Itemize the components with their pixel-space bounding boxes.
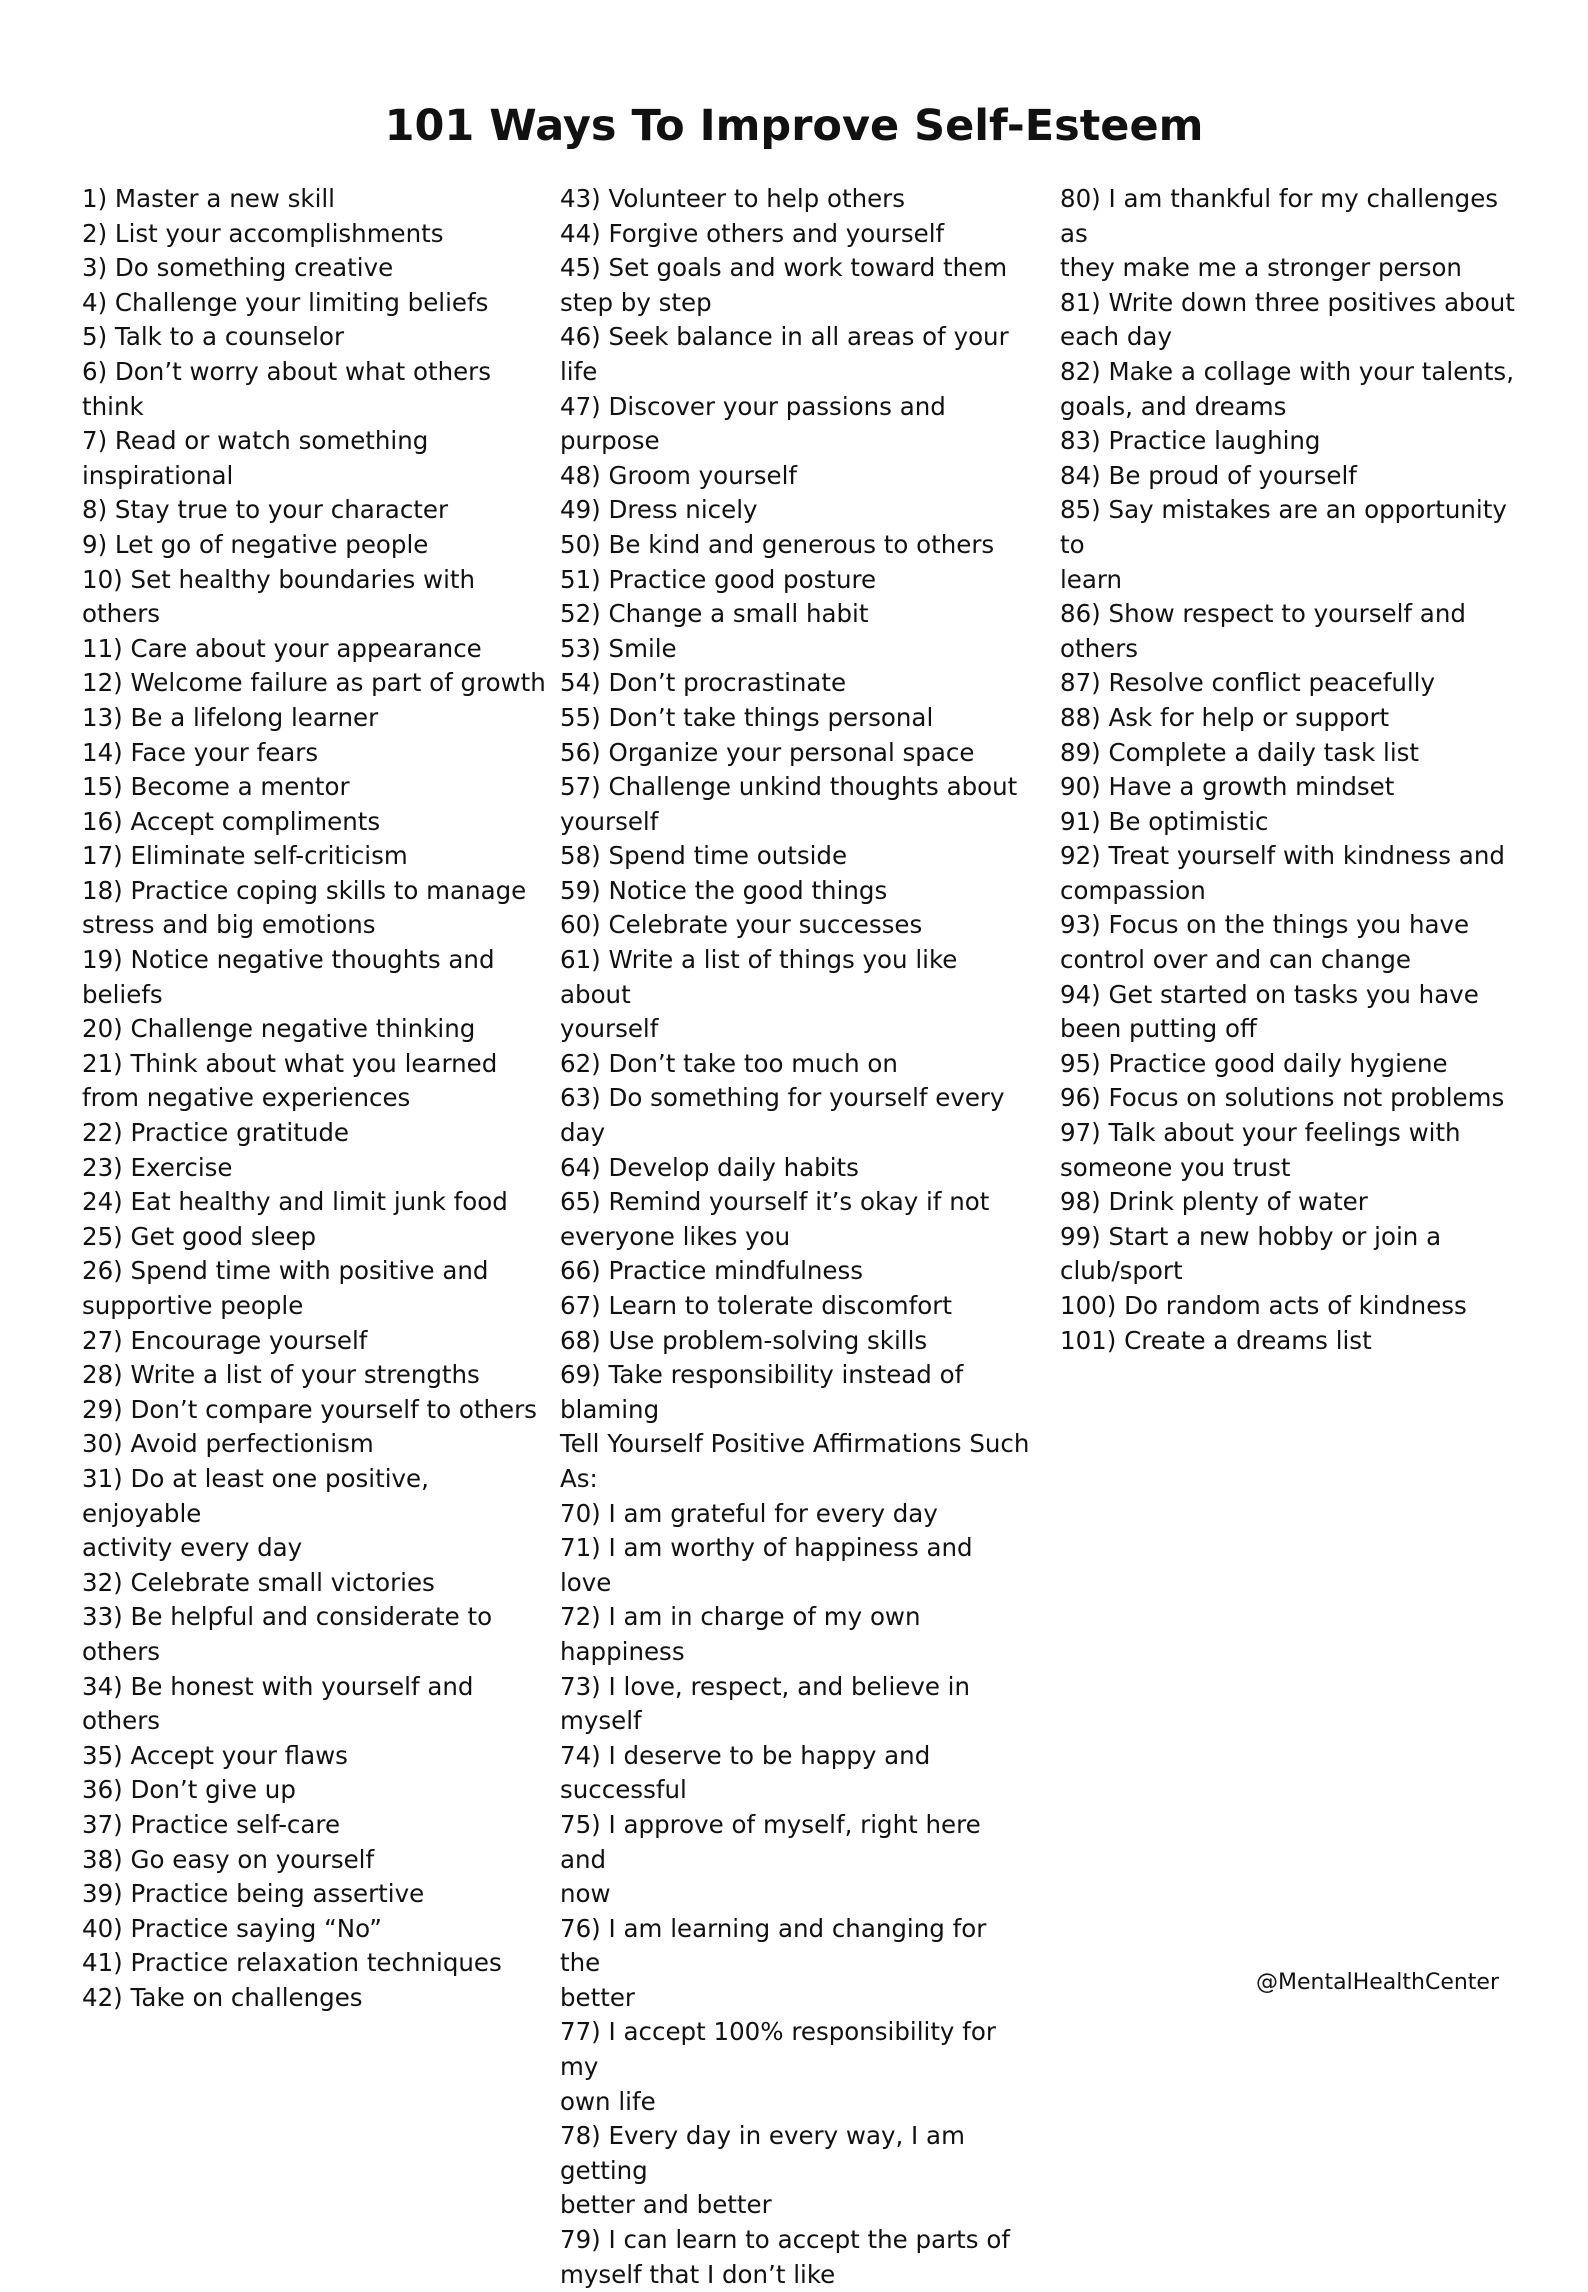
list-line: 2) List your accomplishments bbox=[82, 218, 444, 248]
list-line: 57) Challenge unkind thoughts about bbox=[560, 772, 1018, 802]
list-line: 73) I love, respect, and believe in myself bbox=[560, 1671, 971, 1736]
list-line: 79) I can learn to accept the parts of bbox=[560, 2225, 1010, 2255]
list-column-3 bbox=[1060, 182, 1530, 1358]
list-line: 100) Do random acts of kindness bbox=[1060, 1291, 1467, 1320]
list-line: 96) Focus on solutions not problems bbox=[1060, 1083, 1505, 1113]
list-line: 12) Welcome failure as part of growth bbox=[82, 668, 546, 698]
list-line: 86) Show respect to yourself and bbox=[1060, 599, 1466, 629]
list-line: 39) Practice being assertive bbox=[82, 1879, 425, 1909]
list-line: 42) Take on challenges bbox=[82, 1982, 363, 2012]
list-line: yourself bbox=[560, 806, 659, 836]
list-line: myself that I don’t like bbox=[560, 2259, 836, 2289]
list-line: each day bbox=[1060, 322, 1172, 352]
list-line: 60) Celebrate your successes bbox=[560, 910, 923, 940]
page-title: 101 Ways To Improve Self-Esteem bbox=[384, 101, 1204, 151]
list-line: 8) Stay true to your character bbox=[82, 495, 449, 525]
list-line: 24) Eat healthy and limit junk food bbox=[82, 1187, 508, 1217]
list-line: 50) Be kind and generous to others bbox=[560, 529, 995, 559]
list-line: 43) Volunteer to help others bbox=[560, 184, 906, 213]
list-line: yourself bbox=[560, 1014, 659, 1044]
list-line: from negative experiences bbox=[82, 1083, 411, 1113]
list-line: 55) Don’t take things personal bbox=[560, 702, 934, 732]
list-line: beliefs bbox=[82, 979, 163, 1009]
list-line: 80) I am thankful for my challenges as bbox=[1060, 184, 1499, 248]
list-line: Tell Yourself Positive Affirmations Such bbox=[560, 1429, 1030, 1459]
list-line: everyone likes you bbox=[560, 1221, 791, 1251]
list-line: 75) I approve of myself, right here and bbox=[560, 1809, 981, 1874]
list-line: 54) Don’t procrastinate bbox=[560, 668, 847, 698]
list-line: others bbox=[82, 1636, 161, 1666]
list-line: 17) Eliminate self-criticism bbox=[82, 841, 408, 871]
list-line: 36) Don’t give up bbox=[82, 1775, 296, 1805]
list-line: better bbox=[560, 1982, 635, 2012]
list-line: 74) I deserve to be happy and successful bbox=[560, 1740, 931, 1805]
list-line: 13) Be a lifelong learner bbox=[82, 702, 379, 732]
list-line: 71) I am worthy of happiness and love bbox=[560, 1533, 973, 1597]
list-line: 47) Discover your passions and purpose bbox=[560, 391, 946, 456]
list-line: 33) Be helpful and considerate to bbox=[82, 1602, 493, 1632]
list-line: 99) Start a new hobby or join a bbox=[1060, 1221, 1442, 1251]
list-line: goals, and dreams bbox=[1060, 391, 1287, 421]
list-line: 48) Groom yourself bbox=[560, 460, 798, 490]
list-line: 92) Treat yourself with kindness and bbox=[1060, 841, 1505, 871]
list-line: 95) Practice good daily hygiene bbox=[1060, 1048, 1448, 1078]
list-line: 82) Make a collage with your talents, bbox=[1060, 356, 1514, 386]
list-line: 65) Remind yourself it’s okay if not bbox=[560, 1187, 990, 1217]
list-line: 84) Be proud of yourself bbox=[1060, 460, 1357, 490]
list-line: 68) Use problem-solving skills bbox=[560, 1325, 928, 1355]
list-line: 25) Get good sleep bbox=[82, 1221, 317, 1251]
list-line: 37) Practice self-care bbox=[82, 1809, 341, 1839]
list-line: better and better bbox=[560, 2190, 772, 2220]
list-line: 40) Practice saying “No” bbox=[82, 1913, 382, 1943]
list-line: 28) Write a list of your strengths bbox=[82, 1360, 480, 1390]
list-line: supportive people bbox=[82, 1291, 304, 1320]
list-line: been putting off bbox=[1060, 1014, 1257, 1044]
list-line: 11) Care about your appearance bbox=[82, 633, 482, 663]
list-line: control over and can change bbox=[1060, 945, 1411, 975]
list-line: 15) Become a mentor bbox=[82, 772, 350, 802]
list-line: step by step bbox=[560, 287, 712, 317]
list-line: 56) Organize your personal space bbox=[560, 737, 975, 767]
list-line: club/sport bbox=[1060, 1256, 1183, 1286]
list-line: 3) Do something creative bbox=[82, 253, 394, 283]
list-line: 63) Do something for yourself every day bbox=[560, 1083, 1005, 1148]
list-line: 38) Go easy on yourself bbox=[82, 1844, 375, 1874]
list-line: 64) Develop daily habits bbox=[560, 1152, 859, 1182]
list-line: 85) Say mistakes are an opportunity to bbox=[1060, 495, 1507, 559]
list-line: 98) Drink plenty of water bbox=[1060, 1187, 1368, 1217]
list-line: 52) Change a small habit bbox=[560, 599, 869, 629]
list-line: 101) Create a dreams list bbox=[1060, 1325, 1372, 1355]
list-line: compassion bbox=[1060, 875, 1206, 905]
list-line: 9) Let go of negative people bbox=[82, 529, 429, 559]
list-line: 94) Get started on tasks you have bbox=[1060, 979, 1479, 1009]
list-line: 6) Don’t worry about what others bbox=[82, 356, 492, 386]
list-line: 22) Practice gratitude bbox=[82, 1118, 349, 1148]
list-line: own life bbox=[560, 2086, 656, 2116]
list-line: 83) Practice laughing bbox=[1060, 426, 1321, 456]
list-line: 19) Notice negative thoughts and bbox=[82, 945, 495, 975]
list-line: 1) Master a new skill bbox=[82, 184, 335, 213]
list-line: 10) Set healthy boundaries with others bbox=[82, 564, 476, 629]
list-line: they make me a stronger person bbox=[1060, 253, 1462, 283]
list-line: As: bbox=[560, 1463, 598, 1493]
list-line: 27) Encourage yourself bbox=[82, 1325, 368, 1355]
list-line: 16) Accept compliments bbox=[82, 806, 381, 836]
list-line: 76) I am learning and changing for the bbox=[560, 1913, 987, 1978]
list-line: now bbox=[560, 1879, 611, 1909]
list-line: 91) Be optimistic bbox=[1060, 806, 1269, 836]
list-line: 69) Take responsibility instead of bbox=[560, 1360, 964, 1390]
list-line: 45) Set goals and work toward them bbox=[560, 253, 1008, 283]
list-line: 30) Avoid perfectionism bbox=[82, 1429, 374, 1459]
list-line: 78) Every day in every way, I am getting bbox=[560, 2121, 965, 2185]
list-line: 89) Complete a daily task list bbox=[1060, 737, 1419, 767]
list-line: 31) Do at least one positive, enjoyable bbox=[82, 1463, 429, 1528]
list-line: 44) Forgive others and yourself bbox=[560, 218, 945, 248]
list-column-2 bbox=[560, 182, 1030, 2292]
list-line: 35) Accept your flaws bbox=[82, 1740, 348, 1770]
list-line: 58) Spend time outside bbox=[560, 841, 848, 871]
list-line: 20) Challenge negative thinking bbox=[82, 1014, 476, 1044]
list-line: 21) Think about what you learned bbox=[82, 1048, 498, 1078]
list-line: blaming bbox=[560, 1394, 660, 1424]
list-line: others bbox=[1060, 633, 1139, 663]
list-line: 34) Be honest with yourself and others bbox=[82, 1671, 474, 1736]
list-line: 87) Resolve conflict peacefully bbox=[1060, 668, 1435, 698]
list-line: someone you trust bbox=[1060, 1152, 1291, 1182]
list-line: 26) Spend time with positive and bbox=[82, 1256, 489, 1286]
list-line: 90) Have a growth mindset bbox=[1060, 772, 1395, 802]
list-line: 49) Dress nicely bbox=[560, 495, 758, 525]
list-line: 81) Write down three positives about bbox=[1060, 287, 1515, 317]
list-line: 51) Practice good posture bbox=[560, 564, 877, 594]
list-line: 93) Focus on the things you have bbox=[1060, 910, 1470, 940]
list-line: 59) Notice the good things bbox=[560, 875, 888, 905]
list-line: 61) Write a list of things you like about bbox=[560, 945, 958, 1009]
list-line: 29) Don’t compare yourself to others bbox=[82, 1394, 537, 1424]
list-line: 46) Seek balance in all areas of your life bbox=[560, 322, 1009, 386]
list-line: 7) Read or watch something bbox=[82, 426, 429, 456]
list-line: 72) I am in charge of my own happiness bbox=[560, 1602, 921, 1666]
list-line: 41) Practice relaxation techniques bbox=[82, 1948, 502, 1978]
list-line: inspirational bbox=[82, 460, 234, 490]
list-column-1 bbox=[82, 182, 552, 2015]
list-line: 67) Learn to tolerate discomfort bbox=[560, 1291, 952, 1320]
list-line: activity every day bbox=[82, 1533, 303, 1563]
list-line: 18) Practice coping skills to manage bbox=[82, 875, 527, 905]
list-line: 4) Challenge your limiting beliefs bbox=[82, 287, 489, 317]
list-line: 77) I accept 100% responsibility for my bbox=[560, 2017, 996, 2082]
footer-handle: @MentalHealthCenter bbox=[1256, 1970, 1499, 1995]
list-line: stress and big emotions bbox=[82, 910, 376, 940]
list-line: 53) Smile bbox=[560, 633, 677, 663]
list-line: 23) Exercise bbox=[82, 1152, 233, 1182]
list-line: 70) I am grateful for every day bbox=[560, 1498, 938, 1528]
list-line: 88) Ask for help or support bbox=[1060, 702, 1390, 732]
list-line: 32) Celebrate small victories bbox=[82, 1567, 435, 1597]
list-line: 14) Face your fears bbox=[82, 737, 319, 767]
list-line: 5) Talk to a counselor bbox=[82, 322, 345, 352]
list-line: 66) Practice mindfulness bbox=[560, 1256, 864, 1286]
list-line: think bbox=[82, 391, 144, 421]
list-line: 62) Don’t take too much on bbox=[560, 1048, 898, 1078]
list-line: 97) Talk about your feelings with bbox=[1060, 1118, 1461, 1148]
list-line: learn bbox=[1060, 564, 1123, 594]
